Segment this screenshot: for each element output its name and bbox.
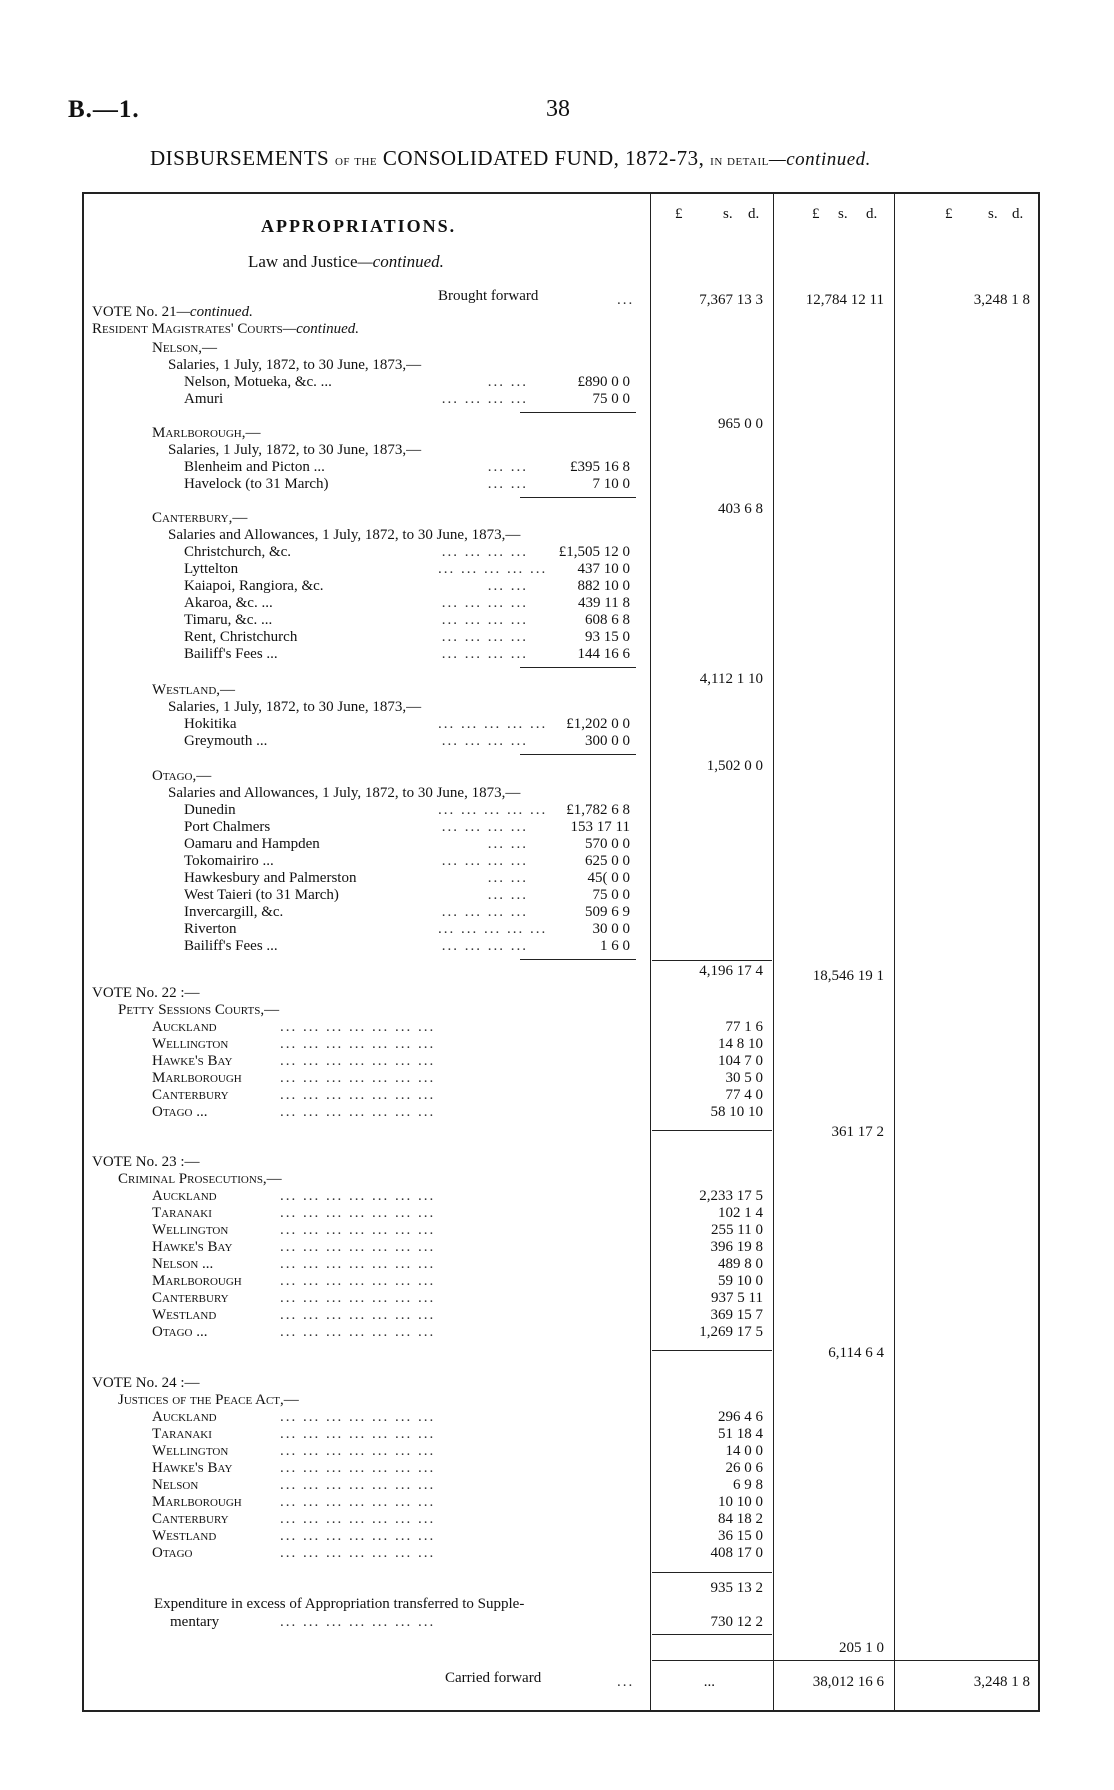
table-row-amount: 937 5 11 <box>711 1290 763 1306</box>
table-row-amount: 1 6 0 <box>600 938 630 954</box>
table-row-dots: ... ... ... ... ... ... ... <box>280 1290 436 1306</box>
table-row-dots: ... ... <box>487 887 528 903</box>
table-row-dots: ... ... ... ... ... ... ... <box>280 1053 436 1069</box>
col3-shilling: s. <box>988 206 998 222</box>
table-row-label: Rent, Christchurch <box>184 629 298 645</box>
vote24-total: 205 1 0 <box>839 1640 884 1656</box>
otago-total: 4,196 17 4 <box>699 963 763 979</box>
table-row-amount: 104 7 0 <box>718 1053 763 1069</box>
table-row-label: Hawke's Bay <box>152 1460 233 1476</box>
vote24-excess-rule <box>652 1634 772 1635</box>
col1-shilling: s. <box>723 206 733 222</box>
carried-forward-rule <box>652 1660 1038 1661</box>
table-row-amount: 14 0 0 <box>725 1443 763 1459</box>
vote23-sum-rule <box>652 1350 772 1351</box>
table-row-label: Otago <box>152 1545 193 1561</box>
marlborough-sum-rule <box>520 497 636 498</box>
table-row-dots: ... ... ... ... <box>441 612 528 628</box>
table-row-dots: ... ... ... ... ... ... ... <box>280 1324 436 1340</box>
table-row-amount: 10 10 0 <box>718 1494 763 1510</box>
title-cont: —continued. <box>768 149 871 170</box>
table-row-amount: 26 0 6 <box>725 1460 763 1476</box>
col1-pence: d. <box>748 206 760 222</box>
table-row-dots: ... ... ... ... ... ... ... <box>280 1307 436 1323</box>
table-row-label: Otago ... <box>152 1104 208 1120</box>
table-row-label: Taranaki <box>152 1205 212 1221</box>
table-row-label: Marlborough <box>152 1273 242 1289</box>
table-row-dots: ... ... ... ... <box>441 629 528 645</box>
vote24-excess-label-1: Expenditure in excess of Appropriation transferred to Supple- <box>154 1596 525 1612</box>
table-row-label: Timaru, &c. ... <box>184 612 273 628</box>
table-row-label: Lyttelton <box>184 561 239 577</box>
table-row-dots: ... ... ... ... <box>441 733 528 749</box>
canterbury-total: 4,112 1 10 <box>699 671 763 687</box>
title-fund: CONSOLIDATED FUND, 1872-73, <box>382 146 705 170</box>
table-row-dots: ... ... <box>487 476 528 492</box>
table-row-label: Amuri <box>184 391 224 407</box>
table-row-dots: ... ... ... ... ... ... ... <box>280 1494 436 1510</box>
page-number: 38 <box>546 96 570 122</box>
col2-pence: d. <box>866 206 878 222</box>
table-row-label: Christchurch, &c. <box>184 544 292 560</box>
table-row-label: Port Chalmers <box>184 819 271 835</box>
table-row-label: Canterbury <box>152 1511 229 1527</box>
vote21-sum-rule <box>652 960 772 961</box>
table-row-amount: £890 0 0 <box>577 374 630 390</box>
table-row-amount: 144 16 6 <box>577 646 630 662</box>
marlborough-salaries-label: Salaries, 1 July, 1872, to 30 June, 1873,— <box>168 442 422 458</box>
law-justice-cont: —continued. <box>357 252 444 271</box>
col2-pound: £ <box>812 206 820 222</box>
table-row-dots: ... ... ... ... ... ... ... <box>280 1070 436 1086</box>
table-row-dots: ... ... ... ... ... ... ... <box>280 1256 436 1272</box>
vote21-title-text: VOTE No. 21 <box>92 304 177 320</box>
marlborough-region-name: Marlborough,— <box>152 425 261 441</box>
carried-forward-col2: 38,012 16 6 <box>812 1674 884 1690</box>
table-row-dots: ... ... ... ... ... ... ... <box>280 1409 436 1425</box>
table-row-amount: £395 16 8 <box>570 459 630 475</box>
table-row-dots: ... ... ... ... <box>441 938 528 954</box>
col2-divider <box>773 192 774 1712</box>
table-row-dots: ... ... ... ... ... ... ... <box>280 1087 436 1103</box>
nelson-total: 965 0 0 <box>718 416 763 432</box>
table-row-dots: ... ... ... ... <box>441 853 528 869</box>
col2-shilling: s. <box>838 206 848 222</box>
nelson-salaries-label: Salaries, 1 July, 1872, to 30 June, 1873,— <box>168 357 422 373</box>
vote24-title: VOTE No. 24 :— <box>92 1375 200 1391</box>
brought-forward-col2: 12,784 12 11 <box>805 292 884 308</box>
table-row-amount: 396 19 8 <box>710 1239 763 1255</box>
vote22-title: VOTE No. 22 :— <box>92 985 200 1001</box>
vote23-sub: Criminal Prosecutions,— <box>118 1171 282 1187</box>
table-row-label: Riverton <box>184 921 237 937</box>
appropriations-heading: APPROPRIATIONS. <box>261 216 457 236</box>
table-row-label: Wellington <box>152 1222 229 1238</box>
table-row-amount: 102 1 4 <box>718 1205 763 1221</box>
marlborough-total: 403 6 8 <box>718 501 763 517</box>
westland-region-name: Westland,— <box>152 682 236 698</box>
carried-forward-label: Carried forward <box>445 1670 542 1686</box>
table-row-label: West Taieri (to 31 March) <box>184 887 339 903</box>
table-row-label: Wellington <box>152 1036 229 1052</box>
table-row-amount: 7 10 0 <box>592 476 630 492</box>
title-main: DISBURSEMENTS <box>150 146 330 170</box>
page-title <box>150 146 871 171</box>
vote22-sum-rule <box>652 1130 772 1131</box>
table-row-label: Akaroa, &c. ... <box>184 595 273 611</box>
table-row-dots: ... ... <box>487 870 528 886</box>
table-row-dots: ... ... ... ... <box>441 544 528 560</box>
table-row-amount: 45( 0 0 <box>587 870 630 886</box>
table-row-label: Blenheim and Picton ... <box>184 459 325 475</box>
col3-pence: d. <box>1012 206 1024 222</box>
table-row-label: Westland <box>152 1307 217 1323</box>
table-row-amount: 570 0 0 <box>585 836 630 852</box>
law-justice-text: Law and Justice <box>248 252 358 271</box>
table-row-dots: ... ... ... ... <box>441 391 528 407</box>
vote24-excess-dots: ... ... ... ... ... ... ... <box>280 1614 436 1630</box>
table-row-label: Auckland <box>152 1019 217 1035</box>
canterbury-region-name: Canterbury,— <box>152 510 248 526</box>
table-row-amount: 608 6 8 <box>585 612 630 628</box>
table-row-dots: ... ... ... ... ... ... ... <box>280 1426 436 1442</box>
table-row-label: Greymouth ... <box>184 733 268 749</box>
table-row-amount: 75 0 0 <box>592 391 630 407</box>
nelson-sum-rule <box>520 412 636 413</box>
table-row-label: Bailiff's Fees ... <box>184 938 278 954</box>
table-row-amount: 300 0 0 <box>585 733 630 749</box>
table-row-dots: ... ... ... ... ... <box>438 921 548 937</box>
table-row-label: Invercargill, &c. <box>184 904 284 920</box>
table-row-dots: ... ... ... ... ... ... ... <box>280 1545 436 1561</box>
title-of: of the <box>334 153 378 169</box>
brought-forward-dots: ... <box>617 292 635 308</box>
table-row-amount: 296 4 6 <box>718 1409 763 1425</box>
westland-total: 1,502 0 0 <box>706 758 763 774</box>
table-row-amount: 489 8 0 <box>718 1256 763 1272</box>
vote21-title <box>92 304 253 321</box>
vote24-sub: Justices of the Peace Act,— <box>118 1392 299 1408</box>
table-row-amount: 75 0 0 <box>592 887 630 903</box>
table-row-label: Havelock (to 31 March) <box>184 476 329 492</box>
table-row-dots: ... ... ... ... ... ... ... <box>280 1528 436 1544</box>
table-row-amount: 51 18 4 <box>718 1426 763 1442</box>
table-row-label: Auckland <box>152 1409 217 1425</box>
table-row-dots: ... ... ... ... <box>441 595 528 611</box>
table-row-dots: ... ... ... ... ... ... ... <box>280 1460 436 1476</box>
table-row-label: Oamaru and Hampden <box>184 836 320 852</box>
canterbury-sum-rule <box>520 667 636 668</box>
vote22-total: 361 17 2 <box>831 1124 884 1140</box>
table-row-dots: ... ... <box>487 374 528 390</box>
table-row-dots: ... ... ... ... ... ... ... <box>280 1104 436 1120</box>
table-row-dots: ... ... ... ... ... ... ... <box>280 1222 436 1238</box>
table-left-rule <box>82 192 84 1712</box>
otago-sum-rule <box>520 959 636 960</box>
brought-forward-label: Brought forward <box>438 288 539 304</box>
table-row-dots: ... ... ... ... ... <box>438 716 548 732</box>
vote21-title-cont: —continued. <box>176 304 253 320</box>
table-row-label: Otago ... <box>152 1324 208 1340</box>
vote21-sub-text: Resident Magistrates' Courts <box>92 321 283 337</box>
table-row-label: Kaiapoi, Rangiora, &c. <box>184 578 324 594</box>
table-row-amount: 882 10 0 <box>577 578 630 594</box>
carried-forward-col1: ... <box>703 1674 715 1690</box>
table-row-amount: 58 10 10 <box>710 1104 763 1120</box>
table-row-dots: ... ... <box>487 459 528 475</box>
vote22-sub: Petty Sessions Courts,— <box>118 1002 280 1018</box>
table-row-dots: ... ... ... ... ... ... ... <box>280 1188 436 1204</box>
table-row-dots: ... ... <box>487 836 528 852</box>
table-row-amount: 59 10 0 <box>718 1273 763 1289</box>
table-row-label: Hokitika <box>184 716 237 732</box>
vote21-sub <box>92 321 359 338</box>
table-row-label: Dunedin <box>184 802 236 818</box>
table-row-dots: ... ... ... ... ... ... ... <box>280 1019 436 1035</box>
otago-region-name: Otago,— <box>152 768 212 784</box>
table-right-rule <box>1038 192 1040 1712</box>
table-row-amount: 6 9 8 <box>733 1477 763 1493</box>
table-row-amount: 1,269 17 5 <box>699 1324 763 1340</box>
table-row-label: Hawkesbury and Palmerston <box>184 870 357 886</box>
table-row-dots: ... ... ... ... ... ... ... <box>280 1205 436 1221</box>
table-row-label: Tokomairiro ... <box>184 853 274 869</box>
vote24-subtotal: 935 13 2 <box>710 1580 763 1596</box>
table-row-dots: ... ... <box>487 578 528 594</box>
table-row-dots: ... ... ... ... ... <box>438 561 548 577</box>
document-code: B.—1. <box>68 96 140 123</box>
table-row-dots: ... ... ... ... ... ... ... <box>280 1511 436 1527</box>
table-row-amount: £1,202 0 0 <box>566 716 630 732</box>
table-row-dots: ... ... ... ... <box>441 646 528 662</box>
table-row-dots: ... ... ... ... <box>441 819 528 835</box>
table-row-amount: 84 18 2 <box>718 1511 763 1527</box>
table-row-amount: 77 4 0 <box>725 1087 763 1103</box>
table-row-amount: 408 17 0 <box>710 1545 763 1561</box>
table-row-amount: 14 8 10 <box>718 1036 763 1052</box>
table-row-amount: 36 15 0 <box>718 1528 763 1544</box>
westland-salaries-label: Salaries, 1 July, 1872, to 30 June, 1873,— <box>168 699 422 715</box>
table-row-amount: 439 11 8 <box>578 595 630 611</box>
table-row-dots: ... ... ... ... <box>441 904 528 920</box>
table-row-label: Marlborough <box>152 1494 242 1510</box>
table-row-label: Wellington <box>152 1443 229 1459</box>
vote24-sum-rule <box>652 1572 772 1573</box>
table-row-label: Canterbury <box>152 1290 229 1306</box>
brought-forward-col1: 7,367 13 3 <box>699 292 763 308</box>
table-row-label: Auckland <box>152 1188 217 1204</box>
table-row-amount: £1,505 12 0 <box>558 544 630 560</box>
table-row-amount: 2,233 17 5 <box>699 1188 763 1204</box>
table-row-amount: 625 0 0 <box>585 853 630 869</box>
table-row-amount: 93 15 0 <box>585 629 630 645</box>
col3-divider <box>894 192 895 1712</box>
vote23-title: VOTE No. 23 :— <box>92 1154 200 1170</box>
table-row-label: Marlborough <box>152 1070 242 1086</box>
table-row-dots: ... ... ... ... ... ... ... <box>280 1477 436 1493</box>
vote21-sub-cont: —continued. <box>282 321 360 337</box>
table-row-label: Hawke's Bay <box>152 1053 233 1069</box>
canterbury-salaries-label: Salaries and Allowances, 1 July, 1872, to 30 June, 1873,— <box>168 527 521 543</box>
law-justice-heading <box>248 253 444 270</box>
table-row-dots: ... ... ... ... ... ... ... <box>280 1443 436 1459</box>
table-row-amount: 369 15 7 <box>710 1307 763 1323</box>
table-row-amount: 437 10 0 <box>577 561 630 577</box>
table-row-label: Hawke's Bay <box>152 1239 233 1255</box>
brought-forward-col3: 3,248 1 8 <box>973 292 1030 308</box>
nelson-region-name: Nelson,— <box>152 340 218 356</box>
table-row-amount: £1,782 6 8 <box>566 802 630 818</box>
table-row-label: Canterbury <box>152 1087 229 1103</box>
table-row-dots: ... ... ... ... ... ... ... <box>280 1036 436 1052</box>
table-row-dots: ... ... ... ... ... ... ... <box>280 1273 436 1289</box>
table-row-dots: ... ... ... ... ... <box>438 802 548 818</box>
vote21-total: 18,546 19 1 <box>812 968 884 984</box>
table-row-amount: 30 0 0 <box>592 921 630 937</box>
table-row-amount: 30 5 0 <box>725 1070 763 1086</box>
vote23-total: 6,114 6 4 <box>828 1345 884 1361</box>
table-row-label: Westland <box>152 1528 217 1544</box>
vote24-excess-label-2: mentary <box>170 1614 220 1630</box>
col1-divider <box>650 192 651 1712</box>
title-in: in detail <box>710 153 769 169</box>
col1-pound: £ <box>675 206 683 222</box>
table-row-label: Nelson ... <box>152 1256 214 1272</box>
table-row-label: Nelson <box>152 1477 199 1493</box>
carried-forward-col3: 3,248 1 8 <box>973 1674 1030 1690</box>
carried-forward-dots: ... <box>617 1674 635 1690</box>
table-row-label: Bailiff's Fees ... <box>184 646 278 662</box>
table-row-amount: 509 6 9 <box>585 904 630 920</box>
table-row-label: Taranaki <box>152 1426 212 1442</box>
table-row-amount: 255 11 0 <box>711 1222 763 1238</box>
vote24-excess-amount: 730 12 2 <box>710 1614 763 1630</box>
table-row-dots: ... ... ... ... ... ... ... <box>280 1239 436 1255</box>
otago-salaries-label: Salaries and Allowances, 1 July, 1872, to 30 June, 1873,— <box>168 785 521 801</box>
table-top-rule <box>82 192 1040 194</box>
westland-sum-rule <box>520 754 636 755</box>
table-row-amount: 77 1 6 <box>725 1019 763 1035</box>
table-bottom-rule <box>82 1710 1040 1712</box>
col3-pound: £ <box>945 206 953 222</box>
table-row-label: Nelson, Motueka, &c. ... <box>184 374 332 390</box>
table-row-amount: 153 17 11 <box>570 819 630 835</box>
